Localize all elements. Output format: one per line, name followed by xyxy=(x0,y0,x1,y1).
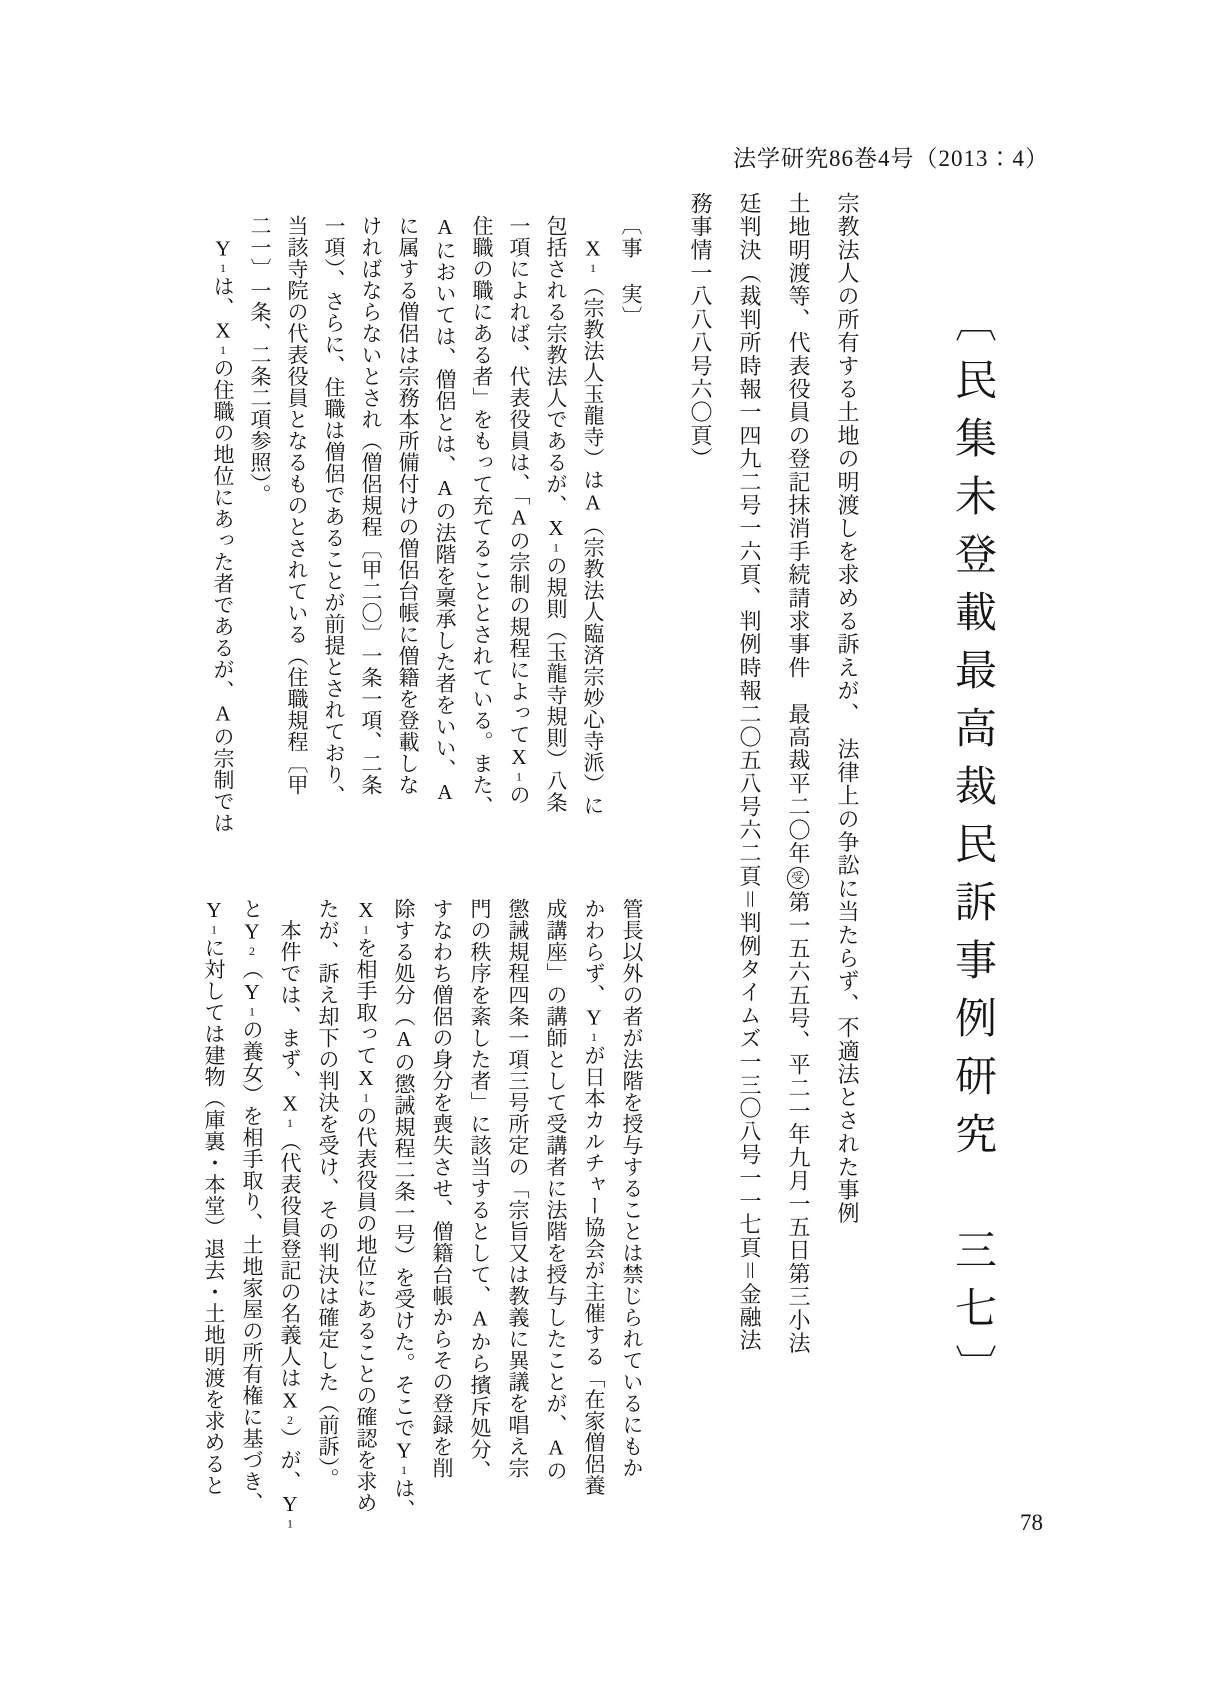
facts-upper-column-10: 二一〕一条、二条二項参照）。 xyxy=(248,215,272,506)
facts-lower-column-10: 本件では、まず、X1（代表役員登記の名義人はX2）が、Y1 xyxy=(278,898,302,1531)
latin-char: A xyxy=(468,1306,492,1331)
latin-char: Y xyxy=(202,898,226,923)
subscript: 1 xyxy=(549,540,563,555)
latin-char: A xyxy=(392,1027,416,1052)
latin-char: X xyxy=(544,516,568,541)
latin-char: Y xyxy=(211,236,235,261)
subscript: 1 xyxy=(586,261,600,276)
facts-lower-column-5: 門の秩序を紊した者」に該当するとして、Aから擯斥処分、 xyxy=(468,898,492,1482)
subscript: 1 xyxy=(397,1463,411,1478)
latin-char: X xyxy=(211,318,235,343)
facts-upper-column-1: X1（宗教法人玉龍寺）はA（宗教法人臨済宗妙心寺派）に xyxy=(581,236,605,816)
facts-lower-column-2: かわらず、Y1が日本カルチャー協会が主催する「在家僧侶養 xyxy=(582,898,606,1496)
page-number: 78 xyxy=(1020,1510,1043,1535)
subscript: 1 xyxy=(359,1090,373,1105)
journal-header: 法学研究86巻4号（2013：4） xyxy=(733,146,1049,171)
facts-upper-column-9: 当該寺院の代表役員となるものとされている（住職規程〔甲 xyxy=(285,215,309,796)
latin-char: Y xyxy=(240,919,264,944)
subscript: 1 xyxy=(359,922,373,937)
headnote-column-1: 宗教法人の所有する土地の明渡しを求める訴えが、 法律上の争訟に当たらず、不適法とされた事例 xyxy=(835,192,860,1225)
subscript: 1 xyxy=(283,1116,297,1131)
latin-char: Y xyxy=(392,1438,416,1463)
subscript: 1 xyxy=(216,261,230,276)
latin-char: A xyxy=(433,215,457,240)
facts-lower-column-4: 懲誡規程四条一項三号所定の「宗旨又は教義に異議を唱え宗 xyxy=(506,898,530,1479)
facts-lower-column-1: 管長以外の者が法階を授与することは禁じられているにもか xyxy=(620,898,644,1479)
facts-lower-column-11: とY2（Y1の養女）を相手取り、土地家屋の所有権に基づき、 xyxy=(240,898,264,1514)
subscript: 1 xyxy=(216,343,230,358)
latin-char: Y xyxy=(240,980,264,1005)
headnote-column-3: 廷判決（裁判所時報一四九二号一六頁、判例時報二〇五八号六二頁＝判例タイムズ一三〇八号一一七頁＝金融法 xyxy=(737,192,762,1352)
facts-lower-column-6: すなわち僧侶の身分を喪失させ、僧籍台帳からその登録を削 xyxy=(430,898,454,1479)
latin-char: Y xyxy=(582,1005,606,1030)
latin-char: X xyxy=(278,1091,302,1116)
facts-lower-column-9: たが、訴え却下の判決を受け、その判決は確定した（前訴）。 xyxy=(316,898,340,1490)
subscript: 1 xyxy=(207,922,221,937)
facts-lower-column-12: Y1に対しては建物（庫裏・本堂）退去・土地明渡を求めると xyxy=(202,898,226,1496)
facts-upper-column-4: 住職の職にある者」をもって充てることとされている。また、 xyxy=(470,215,494,817)
headnote-column-4: 務事情一八八八号六〇頁） xyxy=(688,192,713,471)
subscript: 2 xyxy=(283,1413,297,1428)
subscript: 1 xyxy=(245,1004,259,1019)
latin-char: A xyxy=(544,1435,568,1460)
latin-char: Y xyxy=(278,1492,302,1517)
latin-char: X xyxy=(581,236,605,261)
facts-upper-column-8: 一項）、さらに、住職は僧侶であることが前提とされており、 xyxy=(322,215,346,807)
subscript: 1 xyxy=(587,1030,601,1045)
latin-char: X xyxy=(354,1066,378,1091)
latin-char: A xyxy=(581,490,605,515)
subscript: 2 xyxy=(245,944,259,959)
facts-upper-column-2: 包括される宗教法人であるが、X1の規則（玉龍寺規則）八条 xyxy=(544,215,568,813)
latin-char: X xyxy=(278,1388,302,1413)
facts-upper-column-3: 一項によれば、代表役員は、「Aの宗制の規程によってX1の xyxy=(507,215,531,806)
latin-char: A xyxy=(507,505,531,530)
facts-upper-column-7: ければならないとされ（僧侶規程〔甲二〇〕一条一項、二条 xyxy=(359,215,383,796)
headnote-column-2: 土地明渡等、代表役員の登記抹消手続請求事件 最高裁平二〇年受第一五六五号、平二一年九月一五日第三小法 xyxy=(786,192,811,1355)
latin-char: X xyxy=(354,898,378,923)
facts-upper-column-5: Aにおいては、僧侶とは、Aの法階を稟承した者をいい、A xyxy=(433,215,457,805)
facts-section-heading: 〔事 実〕 xyxy=(619,214,643,329)
latin-char: A xyxy=(433,476,457,501)
subscript: 1 xyxy=(512,769,526,784)
facts-lower-column-3: 成講座」の講師として受講者に法階を授与したことが、Aの xyxy=(544,898,568,1482)
circled-char: 受 xyxy=(787,867,809,889)
latin-char: X xyxy=(507,745,531,770)
facts-upper-column-6: に属する僧侶は宗務本所備付けの僧侶台帳に僧籍を登載しな xyxy=(396,215,420,796)
latin-char: A xyxy=(433,780,457,805)
subscript: 1 xyxy=(283,1516,297,1531)
article-title: 〔民集未登載最高裁民訴事例研究 三七〕 xyxy=(949,300,995,1402)
facts-lower-column-7: 除する処分（Aの懲誡規程二条一号）を受けた。そこでY1は、 xyxy=(392,898,416,1521)
facts-lower-column-8: X1を相手取ってX1の代表役員の地位にあることの確認を求め xyxy=(354,898,378,1514)
latin-char: A xyxy=(211,701,235,726)
facts-upper-column-11: Y1は、X1の住職の地位にあった者であるが、Aの宗制では xyxy=(211,236,235,834)
